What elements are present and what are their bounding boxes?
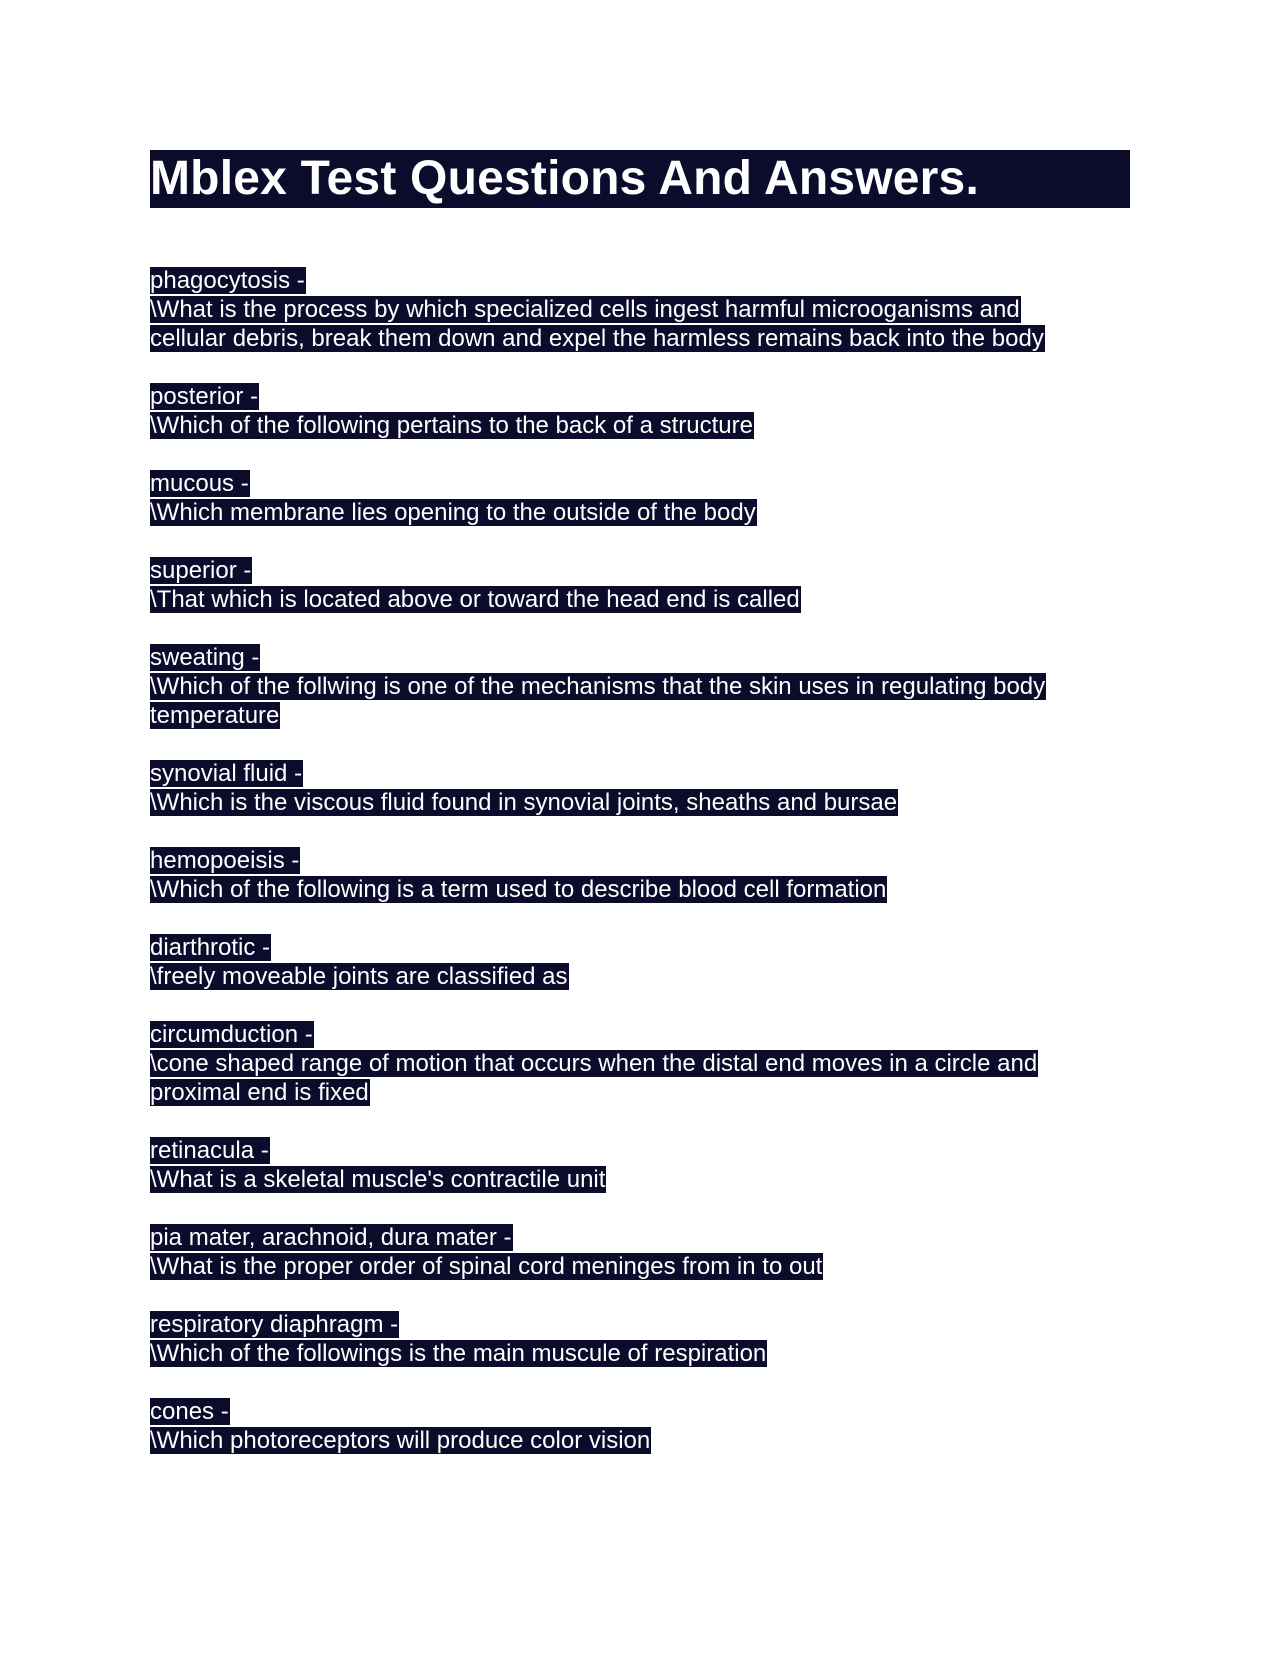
answer-term: synovial fluid - bbox=[150, 760, 303, 787]
question-text: \Which of the following is a term used to describe blood cell formation bbox=[150, 876, 887, 903]
qa-entry bbox=[150, 1310, 1130, 1368]
question-text: \cone shaped range of motion that occurs when the distal end moves in a circle and proximal end is fixed bbox=[150, 1050, 1038, 1106]
question-text: \Which of the following pertains to the back of a structure bbox=[150, 412, 753, 439]
answer-term: retinacula - bbox=[150, 1137, 269, 1164]
answer-term: hemopoeisis - bbox=[150, 847, 300, 874]
qa-entry bbox=[150, 759, 1130, 817]
question-text: \What is the proper order of spinal cord meninges from in to out bbox=[150, 1253, 823, 1280]
qa-entry bbox=[150, 469, 1130, 527]
question-text: \That which is located above or toward the head end is called bbox=[150, 586, 800, 613]
answer-term: superior - bbox=[150, 557, 252, 584]
qa-entry bbox=[150, 556, 1130, 614]
qa-entry bbox=[150, 382, 1130, 440]
qa-list bbox=[150, 266, 1130, 1455]
qa-entry bbox=[150, 846, 1130, 904]
qa-entry bbox=[150, 643, 1130, 730]
answer-term: respiratory diaphragm - bbox=[150, 1311, 399, 1338]
question-text: \Which of the follwing is one of the mechanisms that the skin uses in regulating body temperature bbox=[150, 673, 1046, 729]
question-text: \Which photoreceptors will produce color vision bbox=[150, 1427, 651, 1454]
question-text: \Which is the viscous fluid found in synovial joints, sheaths and bursae bbox=[150, 789, 898, 816]
answer-term: diarthrotic - bbox=[150, 934, 271, 961]
answer-term: sweating - bbox=[150, 644, 260, 671]
question-text: \Which of the followings is the main muscule of respiration bbox=[150, 1340, 767, 1367]
qa-entry bbox=[150, 1223, 1130, 1281]
qa-entry bbox=[150, 1136, 1130, 1194]
qa-entry bbox=[150, 1397, 1130, 1455]
answer-term: phagocytosis - bbox=[150, 267, 305, 294]
answer-term: mucous - bbox=[150, 470, 249, 497]
answer-term: pia mater, arachnoid, dura mater - bbox=[150, 1224, 512, 1251]
answer-term: cones - bbox=[150, 1398, 229, 1425]
question-text: \Which membrane lies opening to the outside of the body bbox=[150, 499, 756, 526]
document-page bbox=[150, 150, 1130, 1484]
answer-term: circumduction - bbox=[150, 1021, 313, 1048]
document-title: Mblex Test Questions And Answers. bbox=[150, 152, 979, 205]
question-text: \What is a skeletal muscle's contractile unit bbox=[150, 1166, 606, 1193]
qa-entry bbox=[150, 933, 1130, 991]
title-banner bbox=[150, 150, 1130, 208]
question-text: \What is the process by which specialized cells ingest harmful microoganisms and cellular debris, break them down and expel the harmless remains back into the body bbox=[150, 296, 1044, 352]
question-text: \freely moveable joints are classified as bbox=[150, 963, 568, 990]
qa-entry bbox=[150, 1020, 1130, 1107]
qa-entry bbox=[150, 266, 1130, 353]
answer-term: posterior - bbox=[150, 383, 259, 410]
